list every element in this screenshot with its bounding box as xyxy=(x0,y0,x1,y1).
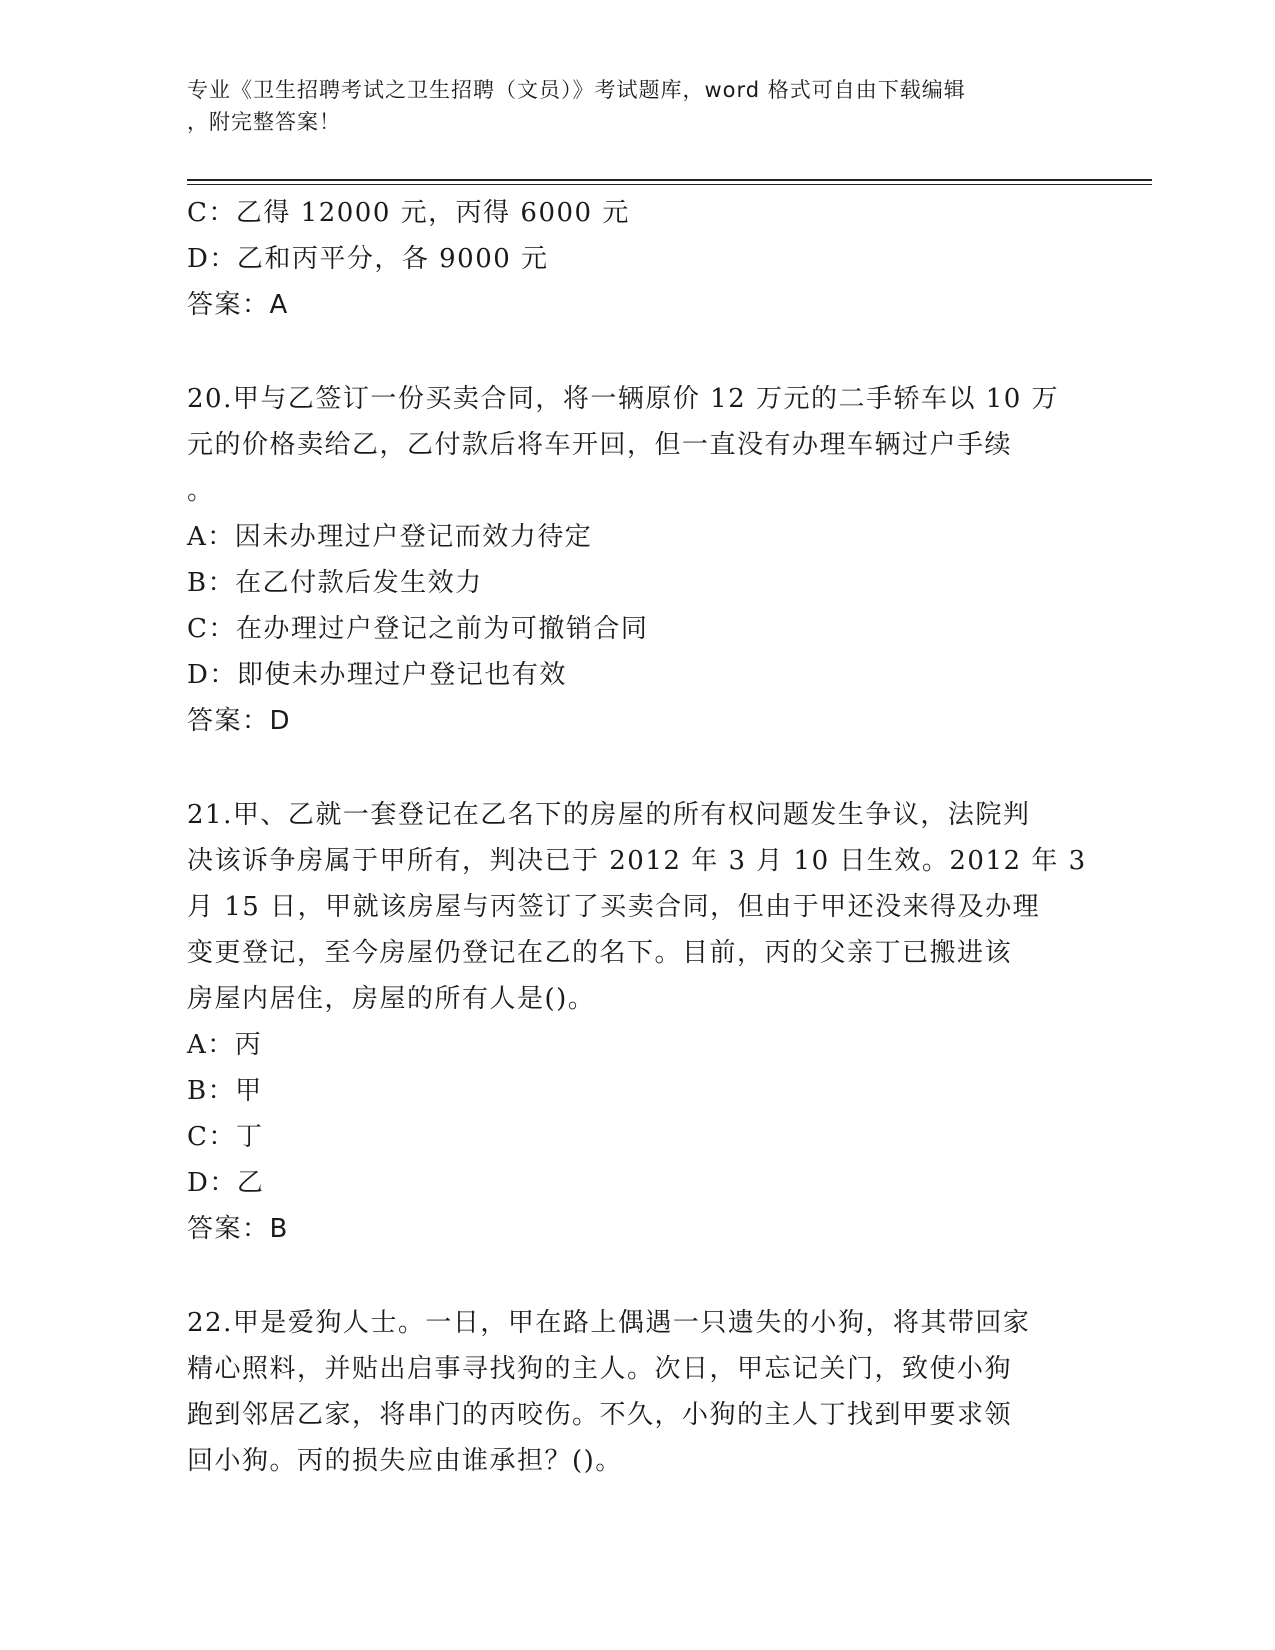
question-stem-line: 20.甲与乙签订一份买卖合同，将一辆原价 12 万元的二手轿车以 10 万 xyxy=(187,384,1060,414)
option-d: D：即使未办理过户登记也有效 xyxy=(187,660,567,690)
question-19-tail xyxy=(187,190,1087,328)
option-d: D：乙和丙平分，各 9000 元 xyxy=(187,244,549,274)
question-stem-line: 变更登记，至今房屋仍登记在乙的名下。目前，丙的父亲丁已搬进该 xyxy=(187,938,1013,968)
option-c: C：丁 xyxy=(187,1122,264,1152)
answer-label: 答案：A xyxy=(187,290,289,320)
question-stem-line: 月 15 日，甲就该房屋与丙签订了买卖合同，但由于甲还没来得及办理 xyxy=(187,892,1041,922)
question-stem-line: 。 xyxy=(187,476,215,506)
question-stem-line: 22.甲是爱狗人士。一日，甲在路上偶遇一只遗失的小狗，将其带回家 xyxy=(187,1308,1031,1338)
question-20 xyxy=(187,376,1087,744)
option-c: C：在办理过户登记之前为可撤销合同 xyxy=(187,614,649,644)
option-b: B：甲 xyxy=(187,1076,263,1106)
header-divider-thick xyxy=(187,179,1152,181)
question-stem-line: 精心照料，并贴出启事寻找狗的主人。次日，甲忘记关门，致使小狗 xyxy=(187,1354,1013,1384)
question-stem-line: 元的价格卖给乙，乙付款后将车开回，但一直没有办理车辆过户手续 xyxy=(187,430,1013,460)
option-b: B：在乙付款后发生效力 xyxy=(187,568,483,598)
option-a: A：丙 xyxy=(187,1030,263,1060)
spacer xyxy=(187,1252,1087,1300)
header-line-1: 专业《卫生招聘考试之卫生招聘（文员）》考试题库，word 格式可自由下载编辑 xyxy=(187,78,966,102)
document-header xyxy=(187,74,1067,138)
option-c: C：乙得 12000 元，丙得 6000 元 xyxy=(187,198,630,228)
spacer xyxy=(187,744,1087,792)
header-divider-thin xyxy=(187,184,1152,185)
question-22 xyxy=(187,1300,1087,1484)
header-line-2: ，附完整答案！ xyxy=(187,110,341,134)
question-list xyxy=(187,190,1087,1484)
option-a: A：因未办理过户登记而效力待定 xyxy=(187,522,593,552)
question-stem-line: 跑到邻居乙家，将串门的丙咬伤。不久，小狗的主人丁找到甲要求领 xyxy=(187,1400,1013,1430)
spacer xyxy=(187,328,1087,376)
question-stem-line: 回小狗。丙的损失应由谁承担？()。 xyxy=(187,1446,623,1476)
answer-label: 答案：B xyxy=(187,1214,289,1244)
option-d: D：乙 xyxy=(187,1168,265,1198)
question-stem-line: 21.甲、乙就一套登记在乙名下的房屋的所有权问题发生争议，法院判 xyxy=(187,800,1031,830)
question-stem-line: 房屋内居住，房屋的所有人是()。 xyxy=(187,984,596,1014)
question-stem-line: 决该诉争房属于甲所有，判决已于 2012 年 3 月 10 日生效。2012 年 3 xyxy=(187,846,1087,876)
answer-label: 答案：D xyxy=(187,706,292,736)
question-21 xyxy=(187,792,1087,1252)
